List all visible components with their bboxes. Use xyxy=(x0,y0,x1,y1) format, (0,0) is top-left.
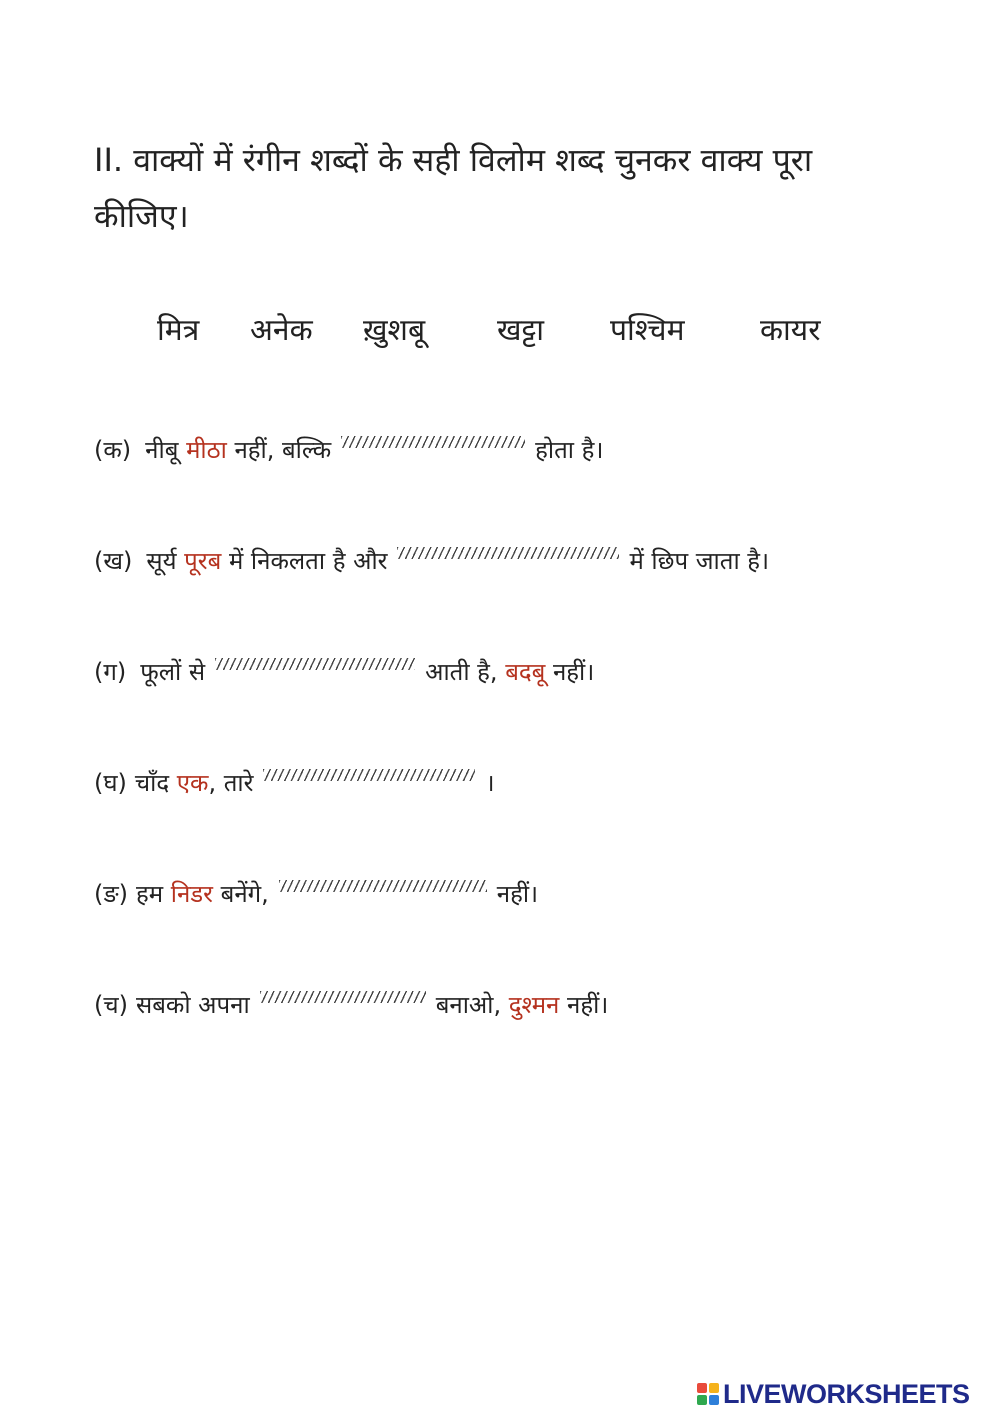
colored-word: मीठा xyxy=(186,436,227,464)
question-ga xyxy=(94,654,594,690)
question-text: सबको अपना xyxy=(135,991,250,1019)
question-text: । xyxy=(485,769,495,797)
answer-blank[interactable] xyxy=(341,436,525,448)
question-ka xyxy=(94,432,603,468)
question-text: , तारे xyxy=(208,769,254,797)
question-text: नहीं, बल्कि xyxy=(234,436,332,464)
liveworksheets-logo xyxy=(697,1376,970,1412)
question-text: बनाओ, xyxy=(435,991,502,1019)
word-bank-item: पश्चिम xyxy=(610,313,685,348)
question-text: आती है, xyxy=(425,658,498,686)
question-gha xyxy=(94,765,495,801)
question-number: (घ) xyxy=(94,769,127,797)
answer-blank[interactable] xyxy=(279,880,487,892)
question-kha xyxy=(94,543,769,579)
question-number: (क) xyxy=(94,436,132,464)
question-text: हम xyxy=(136,880,164,908)
word-bank xyxy=(0,308,1000,358)
word-bank-item: कायर xyxy=(760,313,821,348)
question-text: बनेंगे, xyxy=(220,880,269,908)
question-text: में छिप जाता है। xyxy=(629,547,770,575)
question-number: (ङ) xyxy=(94,880,129,908)
colored-word: पूरब xyxy=(184,547,222,575)
question-number: (ग) xyxy=(94,658,127,686)
answer-blank[interactable] xyxy=(263,769,475,781)
logo-text: LIVEWORKSHEETS xyxy=(723,1378,970,1409)
liveworksheets-logo-icon xyxy=(697,1383,719,1405)
question-cha xyxy=(94,987,608,1023)
answer-blank[interactable] xyxy=(215,658,415,670)
word-bank-item: खट्टा xyxy=(497,313,544,348)
answer-blank[interactable] xyxy=(397,547,619,559)
question-text: होता है। xyxy=(535,436,604,464)
colored-word: दुश्मन xyxy=(508,991,560,1019)
answer-blank[interactable] xyxy=(260,991,426,1003)
colored-word: निडर xyxy=(170,880,213,908)
question-text: नीबू xyxy=(145,436,179,464)
word-bank-item: अनेक xyxy=(250,313,313,348)
question-number: (च) xyxy=(94,991,128,1019)
question-nga xyxy=(94,876,538,912)
question-text: में निकलता है और xyxy=(228,547,388,575)
word-bank-item: मित्र xyxy=(157,313,200,348)
question-text: नहीं। xyxy=(567,991,609,1019)
question-text: फूलों से xyxy=(140,658,206,686)
question-text: चाँद xyxy=(134,769,170,797)
colored-word: बदबू xyxy=(505,658,546,686)
question-text: नहीं। xyxy=(552,658,595,686)
question-text: नहीं। xyxy=(496,880,539,908)
question-text: सूर्य xyxy=(146,547,177,575)
question-number: (ख) xyxy=(94,547,133,575)
word-bank-item: ख़ुशबू xyxy=(363,313,426,348)
colored-word: एक xyxy=(176,769,209,797)
instruction-heading: II. वाक्यों में रंगीन शब्दों के सही विलोम शब्द चुनकर वाक्य पूरा कीजिए। xyxy=(94,141,813,235)
